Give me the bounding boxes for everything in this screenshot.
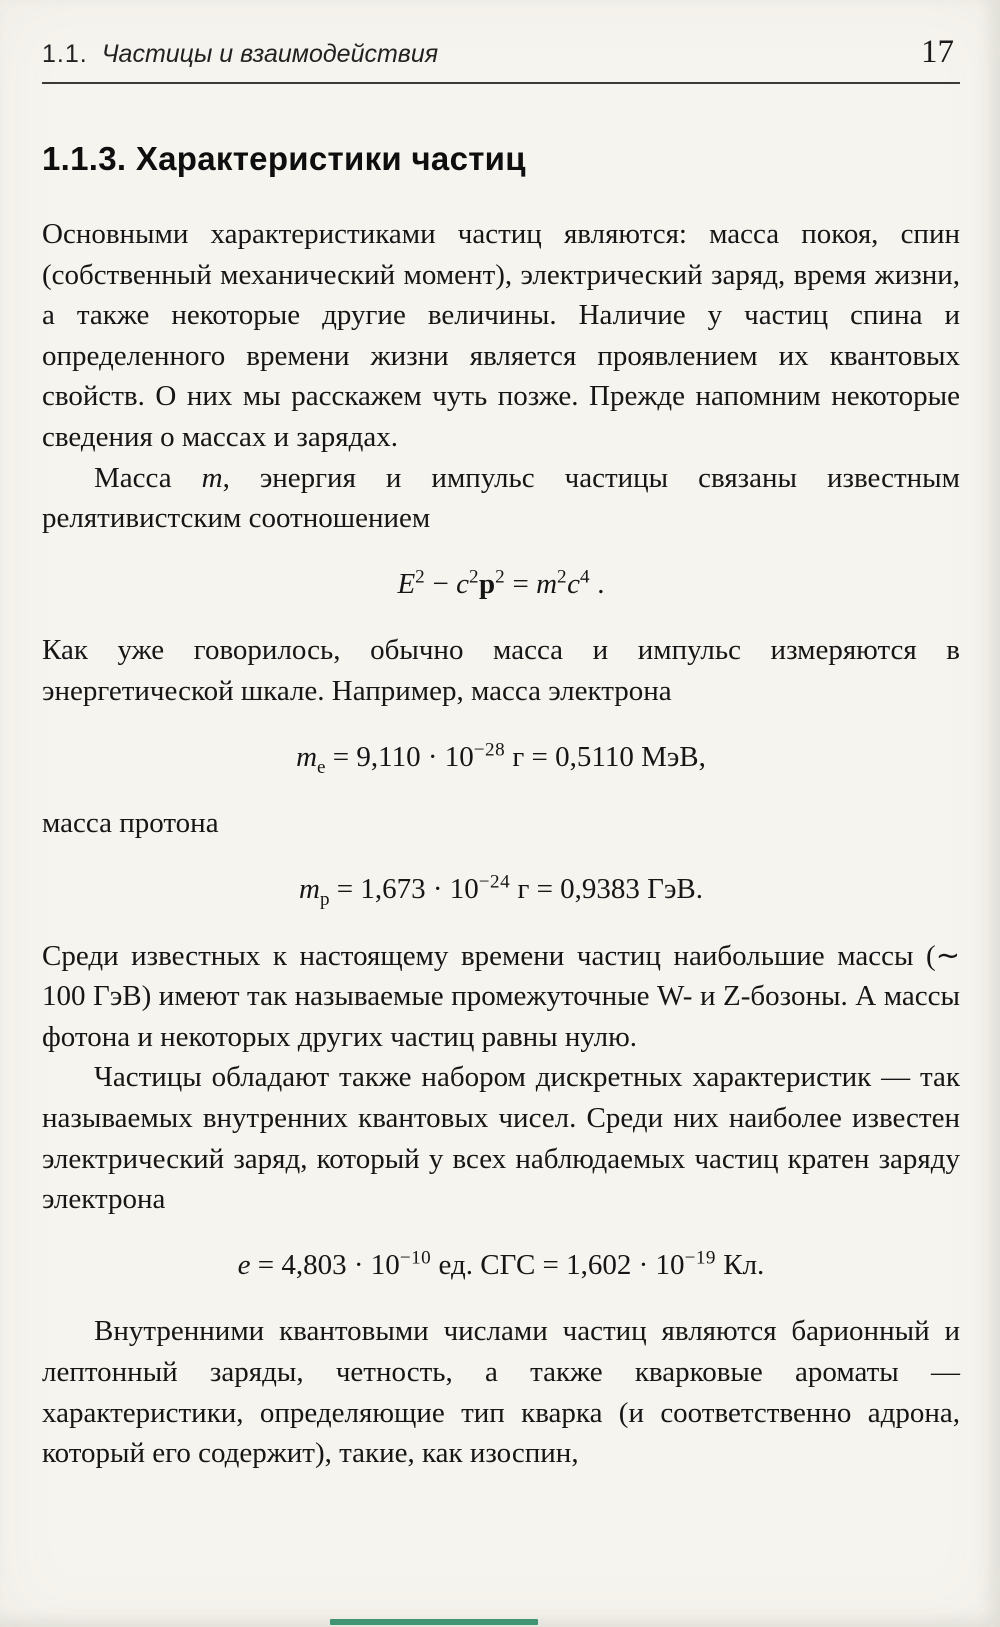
paragraph-heaviest-particles: Среди известных к настоящему времени частиц наибольшие массы (∼ 100 ГэВ) имеют так называемые промежуточные W- и Z-бозоны. А массы фотона и некоторых других частиц равны нулю.: [42, 939, 960, 1053]
paragraph-mass-energy-relation: Масса m, энергия и импульс частицы связаны известным релятивистским соотношением: [42, 461, 960, 535]
section-heading: 1.1.3. Характеристики частиц: [42, 140, 526, 177]
formula-electron-mass: $m_e = 9,110 \cdot 10^{-28}$ г = 0,5110 МэВ,: [296, 738, 706, 778]
running-head-title: [42, 40, 438, 69]
paragraph-discrete-characteristics: Частицы обладают также набором дискретных характеристик — так называемых внутренних квантовых чисел. Среди них наиболее известен электрический заряд, который у всех наблюдаемых частиц кратен заряду электрона: [42, 1061, 960, 1216]
header-rule: [42, 82, 960, 84]
formula-energy-momentum: $E^2 - c^2p^2 = m^2c^4$ .: [397, 566, 605, 600]
paragraph-characteristics-intro: Основными характеристиками частиц являются: масса покоя, спин (собственный механический момент), электрический заряд, время жизни, а также некоторые другие величины. Наличие у частиц спина и определенного времени жизни является проявлением их квантовых свойств. О них мы расскажем чуть позже. Прежде напомним некоторые сведения о массах и зарядах.: [42, 218, 960, 453]
formula-electron-charge: $e = 4,803 \cdot 10^{-10}$ ед. СГС = $1,602 \cdot 10^{-19}$ Кл.: [237, 1247, 765, 1281]
paragraph-internal-quantum-numbers: Внутренними квантовыми числами частиц являются барионный и лептонный заряды, четность, а также кварковые ароматы — характеристики, определяющие тип кварка (и соответственно адрона, который его содержит), такие, как изоспин,: [42, 1315, 960, 1470]
page-number: 17: [921, 34, 954, 70]
section-number: 1.1.: [42, 40, 88, 68]
scan-artifact-green-line: [330, 1619, 538, 1625]
chapter-title: Частицы и взаимодействия: [101, 40, 439, 68]
paragraph-proton-mass-label: масса протона: [42, 807, 219, 840]
page-header: [42, 36, 960, 69]
formula-proton-mass: $m_p = 1,673 \cdot 10^{-24}$ г = 0,9383 ГэВ.: [298, 871, 703, 910]
paragraph-energy-scale: Как уже говорилось, обычно масса и импульс измеряются в энергетической шкале. Например, масса электрона: [42, 634, 960, 708]
